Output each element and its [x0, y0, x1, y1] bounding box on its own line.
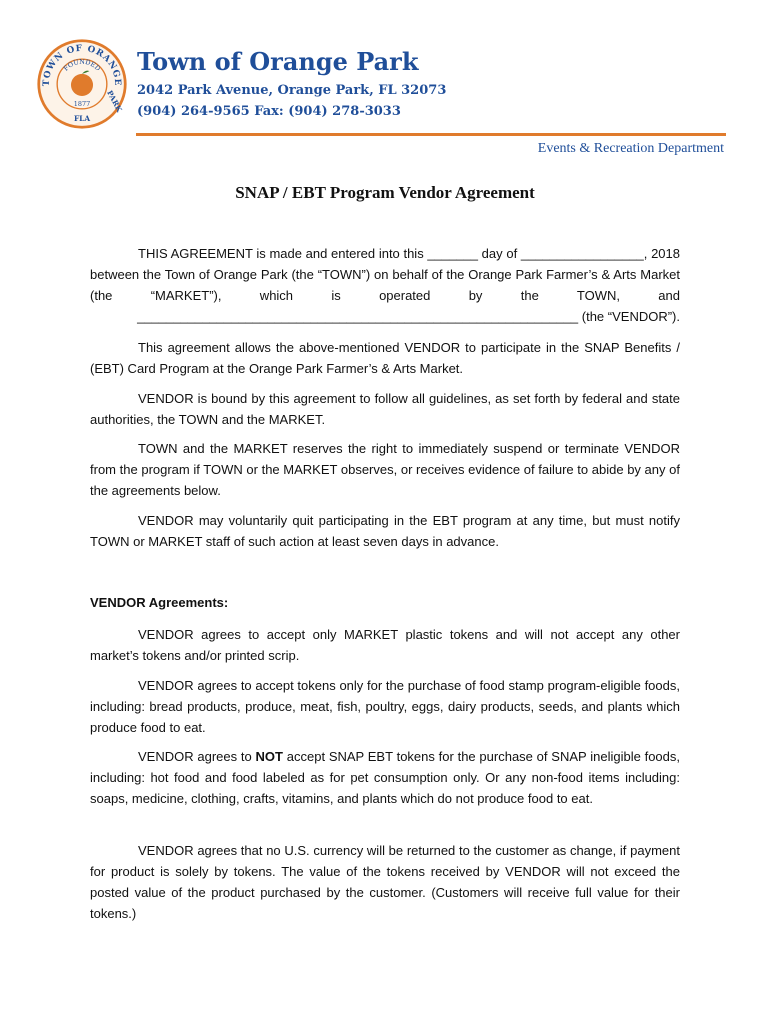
opening-text: THIS AGREEMENT is made and entered into this _______ day of _________________, 2018 between the Town of Orange Park (the “TOWN”) on behalf of the Orange Park Farmer’s & Arts Market (the “MARKET”), which is operated by the TOWN, and [90, 246, 680, 303]
town-name-heading: Town of Orange Park [137, 47, 419, 76]
paragraph-text: VENDOR is bound by this agreement to follow all guidelines, as set forth by federal and state authorities, the TOWN and the MARKET. [90, 391, 680, 427]
paragraph-text: VENDOR may voluntarily quit participating in the EBT program at any time, but must notify TOWN or MARKET staff of such action at least seven days in advance. [90, 513, 680, 549]
paragraph [90, 337, 680, 379]
agreement-text: VENDOR agrees to accept tokens only for the purchase of food stamp program-eligible foods, including: bread products, produce, meat, fish, poultry, eggs, dairy products, seeds, and plants which produce food to eat. [90, 678, 680, 735]
seal-founded-text: FOUNDED [61, 57, 103, 73]
opening-paragraph [90, 243, 680, 327]
letterhead-divider [136, 133, 726, 136]
agreement-item [90, 675, 680, 738]
paragraph-text: This agreement allows the above-mentioned VENDOR to participate in the SNAP Benefits / (EBT) Card Program at the Orange Park Farmer’s & Arts Market. [90, 340, 680, 376]
seal-state: FLA [73, 113, 91, 123]
agreement-item [90, 746, 680, 809]
agreement-text: VENDOR agrees to accept only MARKET plastic tokens and will not accept any other market’s tokens and/or printed scrip. [90, 627, 680, 663]
seal-side-text: PARK [105, 88, 124, 114]
vendor-agreements-heading: VENDOR Agreements: [90, 595, 229, 610]
agreement-item [90, 840, 680, 924]
agreement-text-before: VENDOR agrees to [138, 749, 256, 764]
vendor-name-blank-line: _____________________________________________________________ (the “VENDOR”). [137, 309, 680, 324]
seal-top-text: TOWN OF ORANGE [41, 43, 123, 87]
paragraph [90, 510, 680, 552]
department-name: Events & Recreation Department [537, 141, 724, 156]
agreement-item [90, 624, 680, 666]
agreement-text: VENDOR agrees that no U.S. currency will be returned to the customer as change, if payment for product is solely by tokens. The value of the tokens received by VENDOR will not exceed the posted value of the product purchased by the customer. (Customers will receive full value for their tokens.) [90, 843, 680, 921]
agreement-text-after: accept SNAP EBT tokens for the purchase of SNAP ineligible foods, including: hot food and food labeled as for pet consumption only. Or any non-food items including: soaps, medicine, clothing, crafts, vitamins, and plants which do not produce food to eat. [90, 749, 681, 806]
document-title: SNAP / EBT Program Vendor Agreement [235, 183, 535, 202]
seal-year: 1877 [73, 100, 91, 109]
paragraph [90, 388, 680, 430]
agreement-text [90, 746, 680, 809]
address-line: 2042 Park Avenue, Orange Park, FL 32073 [137, 83, 447, 98]
paragraph-text: TOWN and the MARKET reserves the right to immediately suspend or terminate VENDOR from the program if TOWN or the MARKET observes, or receives evidence of failure to abide by any of the agreements below. [90, 441, 680, 498]
emphasis-not: NOT [255, 749, 283, 764]
paragraph [90, 438, 680, 501]
town-seal-logo [36, 38, 128, 130]
phone-fax-line: (904) 264-9565 Fax: (904) 278-3033 [137, 104, 401, 119]
